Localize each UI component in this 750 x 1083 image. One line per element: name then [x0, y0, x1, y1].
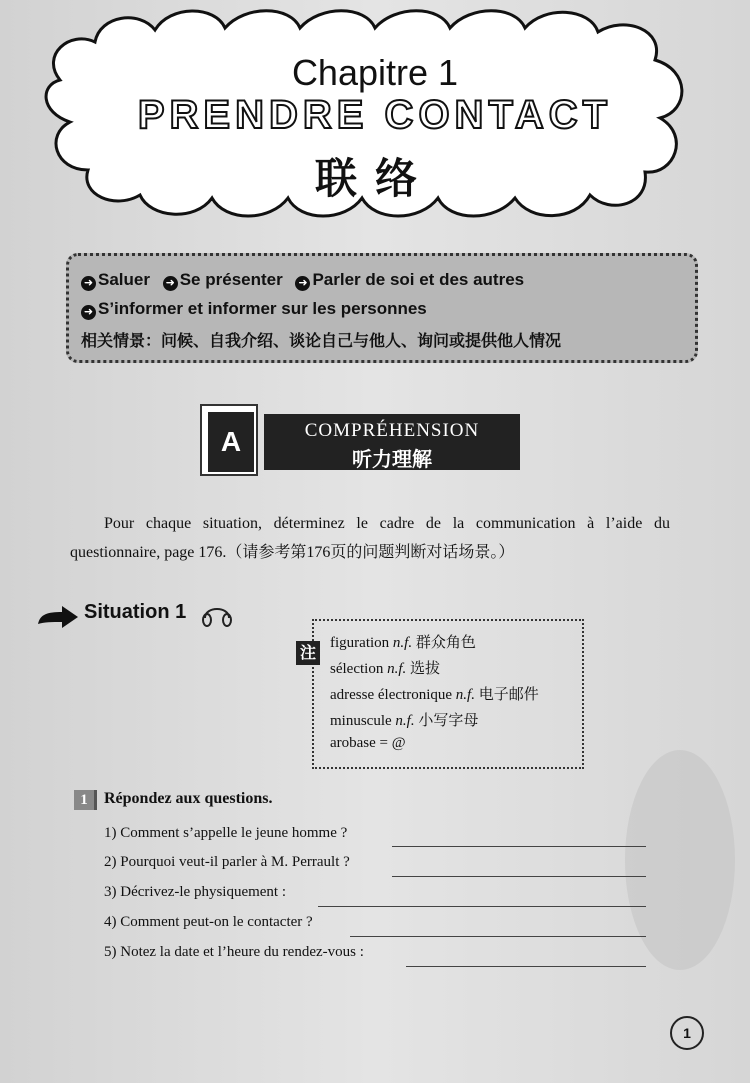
arrow-circle-icon: ➜ [295, 276, 310, 291]
question: 1) Comment s’appelle le jeune homme ? [104, 825, 348, 841]
note-entry: arobase = @ [330, 735, 406, 751]
arrow-circle-icon: ➜ [81, 276, 96, 291]
vocabulary-note [299, 619, 584, 769]
question: 5) Notez la date et l’heure du rendez-vous : [104, 944, 364, 960]
answer-line[interactable] [318, 906, 646, 907]
note-entry: figuration n.f. 群众角色 [330, 633, 476, 651]
section-header [200, 404, 520, 476]
answer-line[interactable] [392, 846, 646, 847]
exercise-title: Répondez aux questions. [104, 790, 273, 807]
answer-line[interactable] [392, 876, 646, 877]
answer-line[interactable] [350, 936, 646, 937]
headphones-icon [200, 600, 234, 628]
note-badge: 注 [296, 641, 320, 665]
section-title-bar [264, 414, 520, 470]
objective-item: S’informer et informer sur les personnes [98, 299, 427, 318]
exercise-number: 1 [74, 790, 97, 810]
chapter-label: Chapitre 1 [291, 52, 459, 93]
arrow-circle-icon: ➜ [163, 276, 178, 291]
section-title-chinese: 听力理解 [352, 447, 432, 471]
objective-item: ➜ Saluer [81, 270, 150, 289]
section-letter: A [208, 412, 254, 472]
arrow-right-icon [36, 604, 80, 630]
objectives-box [66, 253, 698, 363]
note-entry: sélection n.f. 选拔 [330, 659, 441, 677]
objectives-line-1 [81, 270, 532, 291]
objective-item: ➜ Parler de soi et des autres [295, 270, 524, 289]
question: 4) Comment peut-on le contacter ? [104, 914, 313, 930]
situation-title: Situation 1 [84, 601, 187, 623]
chapter-title: PRENDRE CONTACT [137, 93, 613, 137]
answer-line[interactable] [406, 966, 646, 967]
page-number: 1 [670, 1016, 704, 1050]
objectives-chinese: 相关情景：问候、自我介绍、谈论自己与他人、询问或提供他人情况 [81, 331, 562, 350]
objectives-line-2 [81, 299, 427, 320]
arrow-circle-icon: ➜ [81, 305, 96, 320]
chapter-title-chinese: 联络 [314, 154, 435, 203]
question: 2) Pourquoi veut-il parler à M. Perrault ? [104, 854, 350, 870]
objective-item: ➜ Se présenter [163, 270, 283, 289]
section-letter-box [200, 404, 258, 476]
section-title: COMPRÉHENSION [304, 420, 480, 441]
question: 3) Décrivez-le physiquement : [104, 884, 287, 900]
note-entry: adresse électronique n.f. 电子邮件 [330, 685, 539, 703]
note-entry: minuscule n.f. 小写字母 [330, 711, 479, 729]
instructions: Pour chaque situation, déterminez le cadre de la communication à l’aide du questionnaire, page 176.（请参考第176页的问题判断对话场景。） [70, 515, 670, 561]
